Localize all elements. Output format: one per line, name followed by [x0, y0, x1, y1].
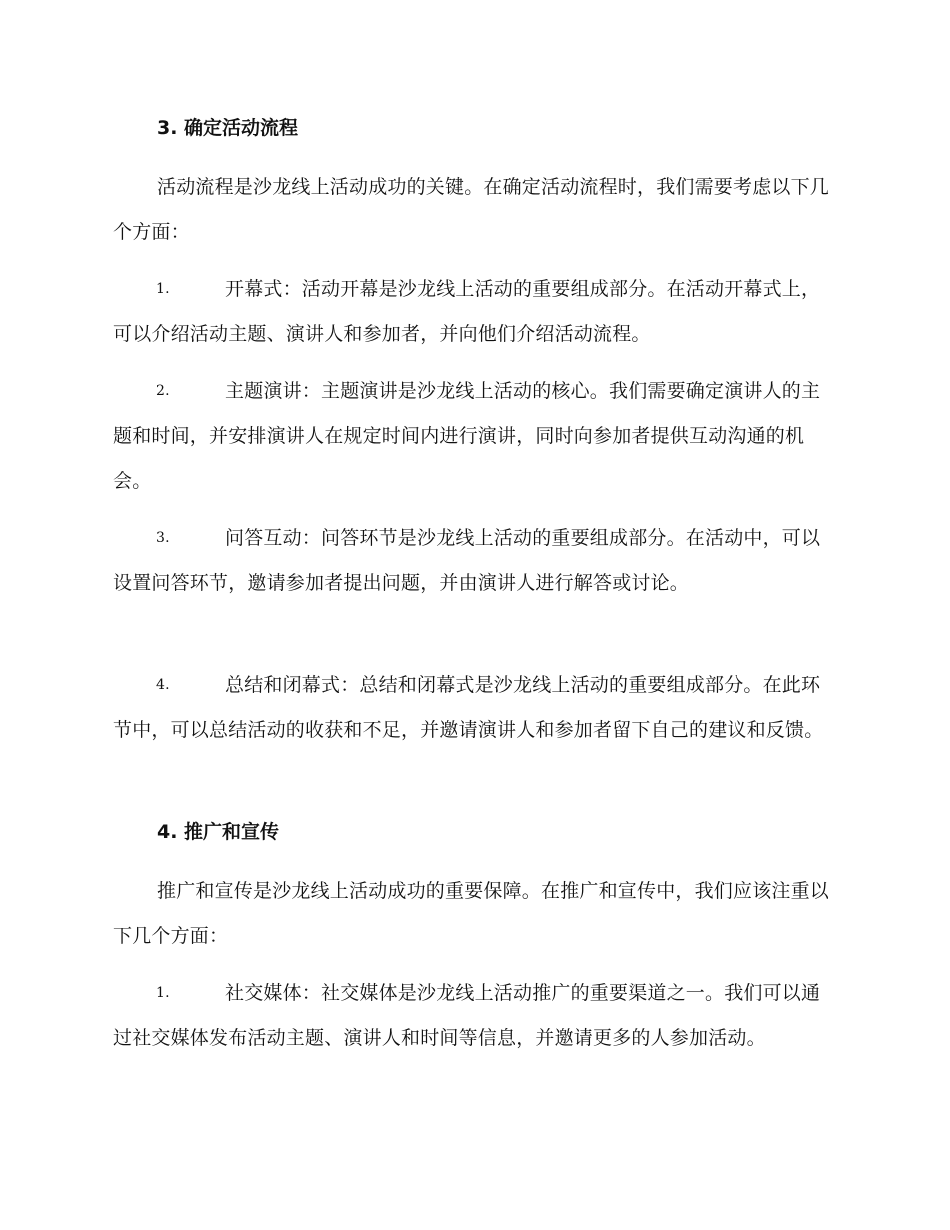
section-3-heading: 3. 确定活动流程 — [157, 117, 299, 139]
list-item-text: 社交媒体：社交媒体是沙龙线上活动推广的重要渠道之一。我们可以通过社交媒体发布活动主题、演讲人和时间等信息，并邀请更多的人参加活动。 — [113, 982, 821, 1049]
section-3-item-1 — [113, 267, 837, 357]
section-4-intro-text: 推广和宣传是沙龙线上活动成功的重要保障。在推广和宣传中，我们应该注重以下几个方面： — [113, 880, 830, 947]
list-number: 1. — [156, 985, 170, 1001]
section-3-item-2 — [113, 369, 837, 504]
list-item-text: 主题演讲：主题演讲是沙龙线上活动的核心。我们需要确定演讲人的主题和时间，并安排演讲人在规定时间内进行演讲，同时向参加者提供互动沟通的机会。 — [113, 380, 821, 492]
list-item-text: 开幕式：活动开幕是沙龙线上活动的重要组成部分。在活动开幕式上，可以介绍活动主题、演讲人和参加者，并向他们介绍活动流程。 — [113, 278, 821, 345]
section-4-item-1 — [113, 971, 837, 1061]
list-number: 2. — [156, 383, 170, 399]
section-3-intro-text: 活动流程是沙龙线上活动成功的关键。在确定活动流程时，我们需要考虑以下几个方面： — [113, 176, 830, 243]
list-number: 4. — [156, 677, 170, 693]
list-item-text: 问答互动：问答环节是沙龙线上活动的重要组成部分。在活动中，可以设置问答环节，邀请参加者提出问题，并由演讲人进行解答或讨论。 — [113, 527, 821, 594]
list-item-text: 总结和闭幕式：总结和闭幕式是沙龙线上活动的重要组成部分。在此环节中，可以总结活动的收获和不足，并邀请演讲人和参加者留下自己的建议和反馈。 — [113, 674, 824, 741]
section-3-intro — [113, 165, 837, 255]
list-number: 3. — [156, 530, 170, 546]
list-number: 1. — [156, 281, 170, 297]
section-4-intro — [113, 869, 837, 959]
section-3-item-4 — [113, 663, 837, 753]
section-3-item-3 — [113, 516, 837, 606]
section-4-heading: 4. 推广和宣传 — [157, 821, 280, 843]
